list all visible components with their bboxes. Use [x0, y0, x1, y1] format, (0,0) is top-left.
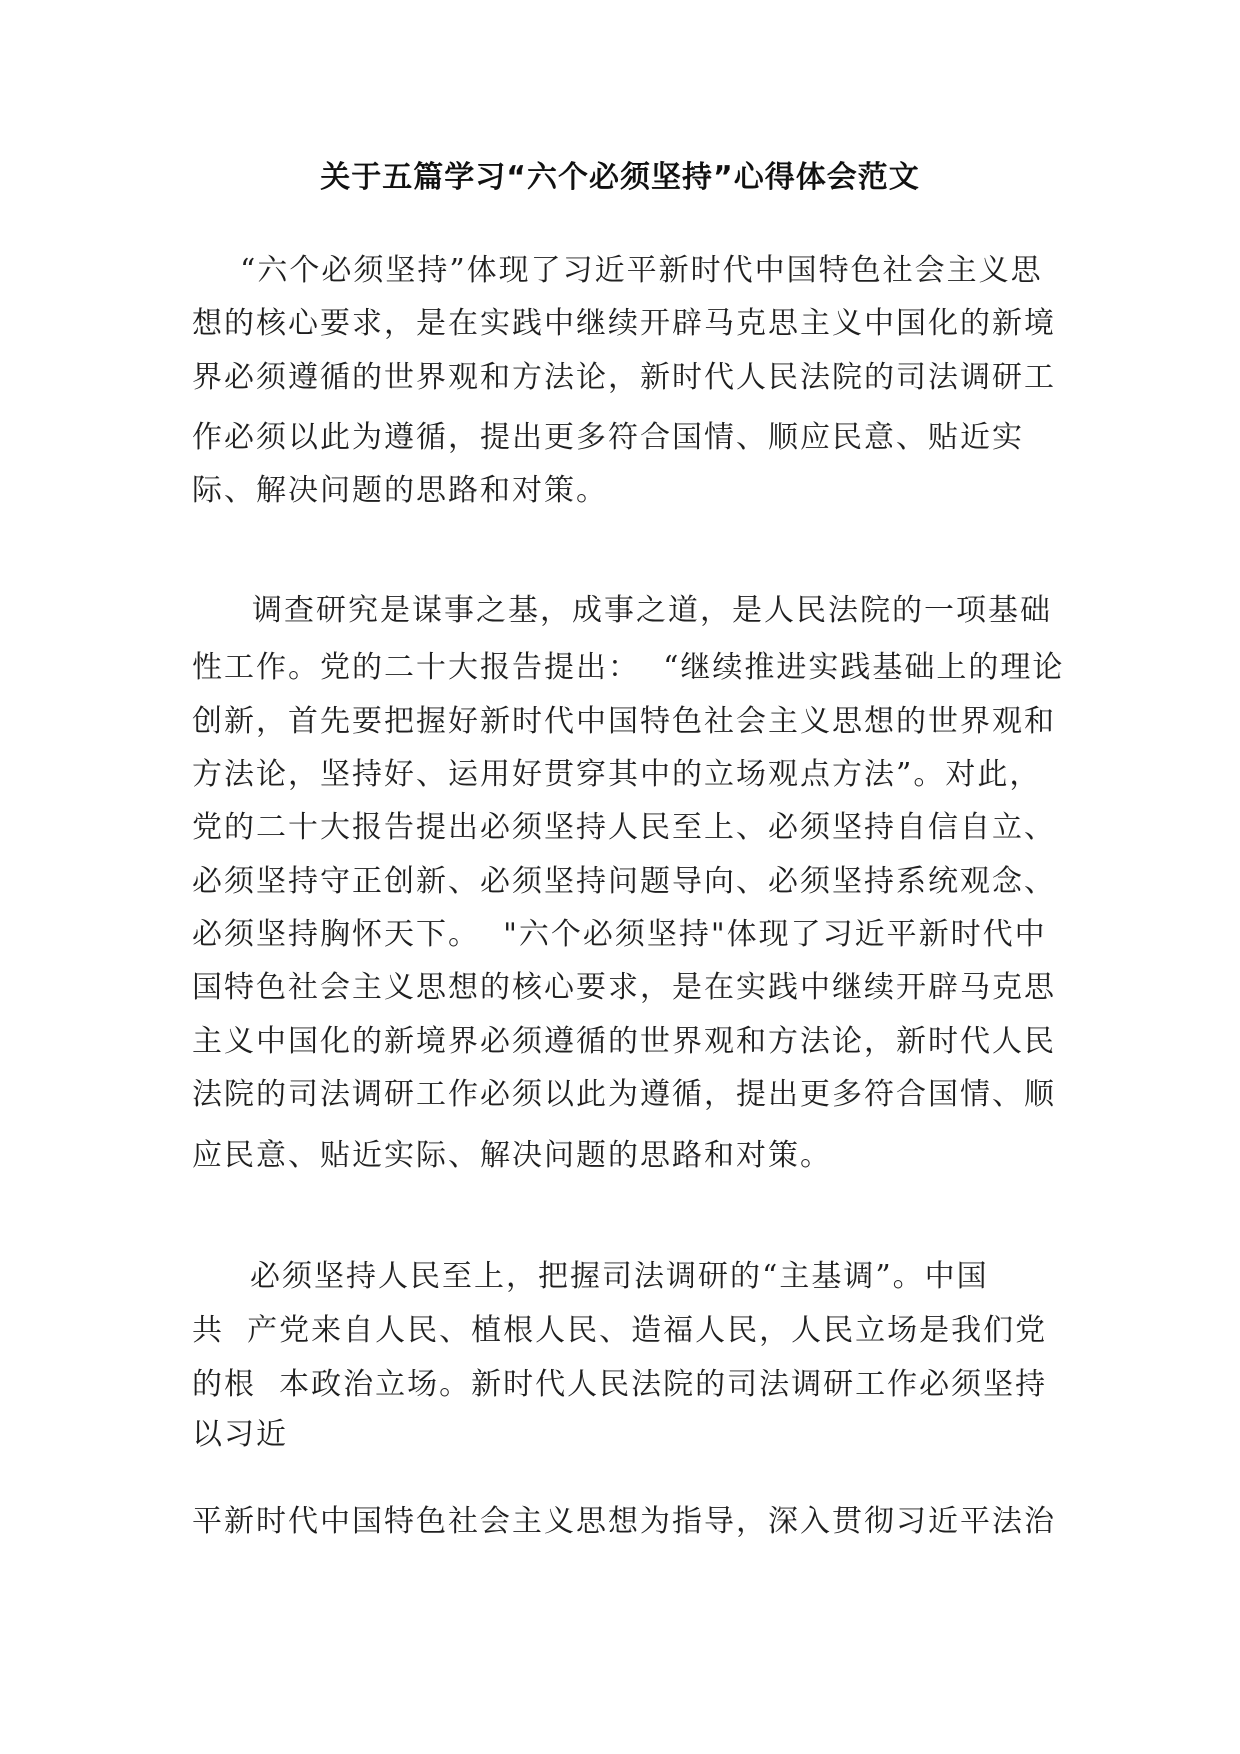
- text-line: 际、解决问题的思路和对策。: [192, 473, 608, 508]
- text-line: 以习近: [192, 1417, 288, 1452]
- document-title: 关于五篇学习“六个必须坚持”心得体会范文: [320, 160, 920, 195]
- text-line: 方法论，坚持好、运用好贯穿其中的立场观点方法”。对此，: [192, 757, 1042, 792]
- text-line: 法院的司法调研工作必须以此为遵循，提出更多符合国情、顺: [192, 1077, 1056, 1112]
- text-line: “六个必须坚持”体现了习近平新时代中国特色社会主义思: [240, 253, 1043, 288]
- text-line: 党的二十大报告提出必须坚持人民至上、必须坚持自信自立、: [192, 810, 1056, 845]
- text-line: 调查研究是谋事之基，成事之道，是人民法院的一项基础: [252, 593, 1052, 628]
- text-line: 作必须以此为遵循，提出更多符合国情、顺应民意、贴近实: [192, 420, 1024, 455]
- text-line: 必须坚持人民至上，把握司法调研的“主基调”。中国: [250, 1259, 989, 1294]
- text-line: 应民意、贴近实际、解决问题的思路和对策。: [192, 1138, 832, 1173]
- text-line: 创新，首先要把握好新时代中国特色社会主义思想的世界观和: [192, 704, 1056, 739]
- text-line: 想的核心要求，是在实践中继续开辟马克思主义中国化的新境: [192, 306, 1056, 341]
- text-line: 性工作。党的二十大报告提出： “继续推进实践基础上的理论: [192, 650, 1065, 685]
- text-line: 必须坚持守正创新、必须坚持问题导向、必须坚持系统观念、: [192, 864, 1056, 899]
- text-line: 共 产党来自人民、植根人民、造福人民，人民立场是我们党: [192, 1313, 1048, 1348]
- text-line: 主义中国化的新境界必须遵循的世界观和方法论，新时代人民: [192, 1024, 1056, 1059]
- text-line: 界必须遵循的世界观和方法论，新时代人民法院的司法调研工: [192, 360, 1056, 395]
- text-line: 平新时代中国特色社会主义思想为指导，深入贯彻习近平法治: [192, 1504, 1056, 1539]
- text-line: 必须坚持胸怀天下。 "六个必须坚持"体现了习近平新时代中: [192, 917, 1047, 952]
- text-line: 国特色社会主义思想的核心要求，是在实践中继续开辟马克思: [192, 970, 1056, 1005]
- text-line: 的根 本政治立场。新时代人民法院的司法调研工作必须坚持: [192, 1367, 1048, 1402]
